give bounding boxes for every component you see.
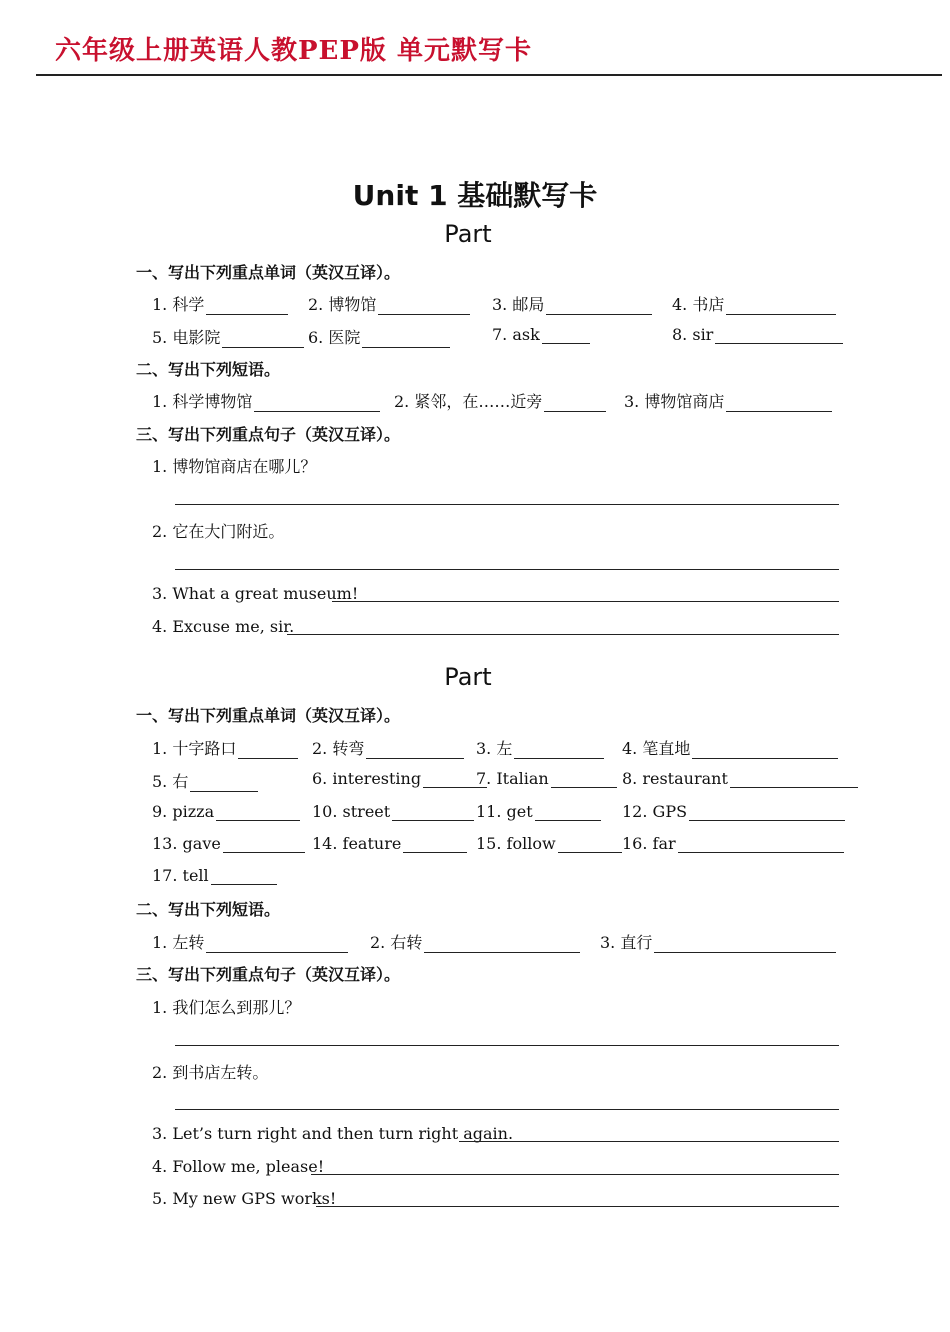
sentence-prompt: 1. 我们怎么到那儿？ [152,998,301,1017]
answer-blank[interactable] [715,327,843,344]
answer-blank[interactable] [692,742,838,759]
answer-blank[interactable] [206,936,348,953]
word-item: 8. sir [672,325,843,344]
answer-line[interactable] [175,504,839,505]
part2-words-heading: 一、写出下列重点单词（英汉互译）。 [136,706,401,725]
answer-blank[interactable] [223,836,305,853]
part1-title: Part [444,220,492,248]
word-item: 1. 十字路口 [152,736,298,759]
sentence-prompt: 1. 博物馆商店在哪儿？ [152,457,317,476]
answer-blank[interactable] [654,936,836,953]
sentence-prompt: 5. My new GPS works! [152,1189,337,1208]
word-item: 1. 科学 [152,292,288,315]
answer-line[interactable] [316,1206,839,1207]
part2-sentences-heading: 三、写出下列重点句子（英汉互译）。 [136,965,401,984]
phrase-item: 3. 博物馆商店 [624,389,832,412]
answer-blank[interactable] [403,836,467,853]
answer-blank[interactable] [730,771,858,788]
word-item: 4. 笔直地 [622,736,838,759]
answer-blank[interactable] [544,395,606,412]
answer-blank[interactable] [558,836,622,853]
word-item: 8. restaurant [622,769,858,788]
sentence-prompt: 4. Excuse me, sir. [152,617,295,636]
answer-blank[interactable] [190,775,258,792]
answer-line[interactable] [459,1141,839,1142]
answer-line[interactable] [175,1045,839,1046]
answer-blank[interactable] [378,298,470,315]
sentence-prompt: 2. 到书店左转。 [152,1063,269,1082]
answer-blank[interactable] [222,331,304,348]
answer-blank[interactable] [535,804,601,821]
answer-blank[interactable] [211,868,277,885]
word-item: 17. tell [152,866,277,885]
part2-phrases-heading: 二、写出下列短语。 [136,900,281,919]
answer-line[interactable] [332,601,839,602]
answer-blank[interactable] [726,298,836,315]
header-divider [36,74,942,76]
doc-title: Unit 1 基础默写卡 [352,179,598,212]
answer-blank[interactable] [238,742,298,759]
word-item: 13. gave [152,834,305,853]
phrase-item: 2. 右转 [370,930,580,953]
sentence-prompt: 4. Follow me, please! [152,1157,325,1176]
word-item: 2. 博物馆 [308,292,470,315]
answer-blank[interactable] [542,327,590,344]
sentence-prompt: 3. Let’s turn right and then turn right again. [152,1124,514,1143]
word-item: 5. 电影院 [152,325,304,348]
word-item: 11. get [476,802,601,821]
answer-line[interactable] [311,1174,839,1175]
word-item: 9. pizza [152,802,300,821]
part1-words-heading: 一、写出下列重点单词（英汉互译）。 [136,263,401,282]
answer-blank[interactable] [546,298,652,315]
answer-line[interactable] [175,1109,839,1110]
phrase-item: 1. 左转 [152,930,348,953]
sentence-prompt: 2. 它在大门附近。 [152,522,285,541]
answer-line[interactable] [287,634,839,635]
word-item: 3. 邮局 [492,292,652,315]
word-item: 10. street [312,802,474,821]
answer-blank[interactable] [424,936,580,953]
word-item: 6. interesting [312,769,487,788]
answer-blank[interactable] [392,804,474,821]
answer-blank[interactable] [726,395,832,412]
word-item: 5. 右 [152,769,258,792]
answer-blank[interactable] [366,742,464,759]
word-item: 4. 书店 [672,292,836,315]
phrase-item: 2. 紧邻，在……近旁 [394,389,606,412]
word-item: 6. 医院 [308,325,450,348]
answer-line[interactable] [175,569,839,570]
sentence-prompt: 3. What a great museum! [152,584,359,603]
part1-sentences-heading: 三、写出下列重点句子（英汉互译）。 [136,425,401,444]
word-item: 16. far [622,834,844,853]
header-title: 六年级上册英语人教PEP版 单元默写卡 [55,36,532,66]
word-item: 3. 左 [476,736,604,759]
phrase-item: 3. 直行 [600,930,836,953]
part1-phrases-heading: 二、写出下列短语。 [136,360,281,379]
answer-blank[interactable] [514,742,604,759]
part2-title: Part [444,663,492,691]
answer-blank[interactable] [689,804,845,821]
answer-blank[interactable] [362,331,450,348]
answer-blank[interactable] [678,836,844,853]
answer-blank[interactable] [254,395,380,412]
word-item: 7. ask [492,325,590,344]
phrase-item: 1. 科学博物馆 [152,389,380,412]
answer-blank[interactable] [206,298,288,315]
word-item: 2. 转弯 [312,736,464,759]
word-item: 15. follow [476,834,622,853]
word-item: 7. Italian [476,769,617,788]
answer-blank[interactable] [551,771,617,788]
word-item: 14. feature [312,834,467,853]
word-item: 12. GPS [622,802,845,821]
answer-blank[interactable] [216,804,300,821]
